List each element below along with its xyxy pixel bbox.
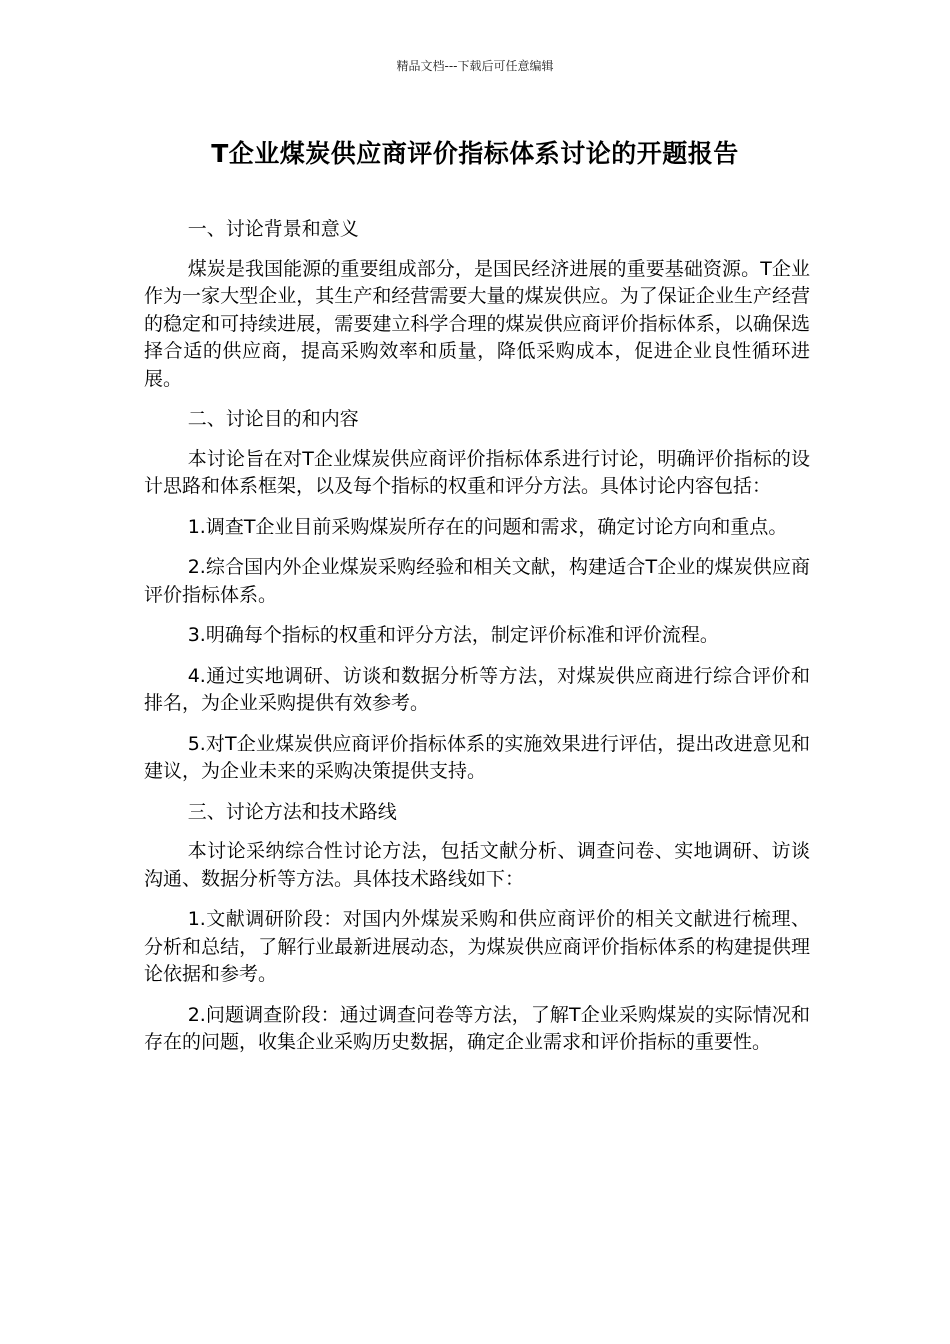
- list-item: 1.文献调研阶段：对国内外煤炭采购和供应商评价的相关文献进行梳理、分析和总结，了解行业最新进展动态，为煤炭供应商评价指标体系的构建提供理论依据和参考。: [144, 908, 810, 985]
- paragraph-methods: 本讨论采纳综合性讨论方法，包括文献分析、调查问卷、实地调研、访谈沟通、数据分析等方法。具体技术路线如下：: [144, 840, 810, 890]
- list-item: 5.对T企业煤炭供应商评价指标体系的实施效果进行评估，提出改进意见和建议，为企业未来的采购决策提供支持。: [144, 732, 810, 782]
- section-heading-methods: 三、讨论方法和技术路线: [187, 800, 397, 823]
- paragraph-purpose: 本讨论旨在对T企业煤炭供应商评价指标体系进行讨论，明确评价指标的设计思路和体系框架，以及每个指标的权重和评分方法。具体讨论内容包括：: [144, 447, 810, 497]
- list-item: 2.综合国内外企业煤炭采购经验和相关文献，构建适合T企业的煤炭供应商评价指标体系。: [144, 556, 810, 606]
- list-item: 2.问题调查阶段：通过调查问卷等方法，了解T企业采购煤炭的实际情况和存在的问题，收集企业采购历史数据，确定企业需求和评价指标的重要性。: [144, 1003, 810, 1053]
- section-heading-purpose: 二、讨论目的和内容: [187, 408, 359, 430]
- header-note: 精品文档---下载后可任意编辑: [396, 59, 554, 73]
- list-item: 4.通过实地调研、访谈和数据分析等方法，对煤炭供应商进行综合评价和排名，为企业采购提供有效参考。: [144, 664, 810, 714]
- document-title: T企业煤炭供应商评价指标体系讨论的开题报告: [211, 139, 739, 168]
- paragraph-background: 煤炭是我国能源的重要组成部分，是国民经济进展的重要基础资源。T企业作为一家大型企业，其生产和经营需要大量的煤炭供应。为了保证企业生产经营的稳定和可持续进展，需要建立科学合理的煤炭供应商评价指标体系，以确保选择合适的供应商，提高采购效率和质量，降低采购成本，促进企业良性循环进展。: [144, 257, 810, 390]
- section-heading-background: 一、讨论背景和意义: [187, 218, 359, 240]
- list-item: 1.调查T企业目前采购煤炭所存在的问题和需求，确定讨论方向和重点。: [187, 515, 788, 538]
- list-item: 3.明确每个指标的权重和评分方法，制定评价标准和评价流程。: [187, 624, 719, 646]
- document-body: [144, 216, 810, 1070]
